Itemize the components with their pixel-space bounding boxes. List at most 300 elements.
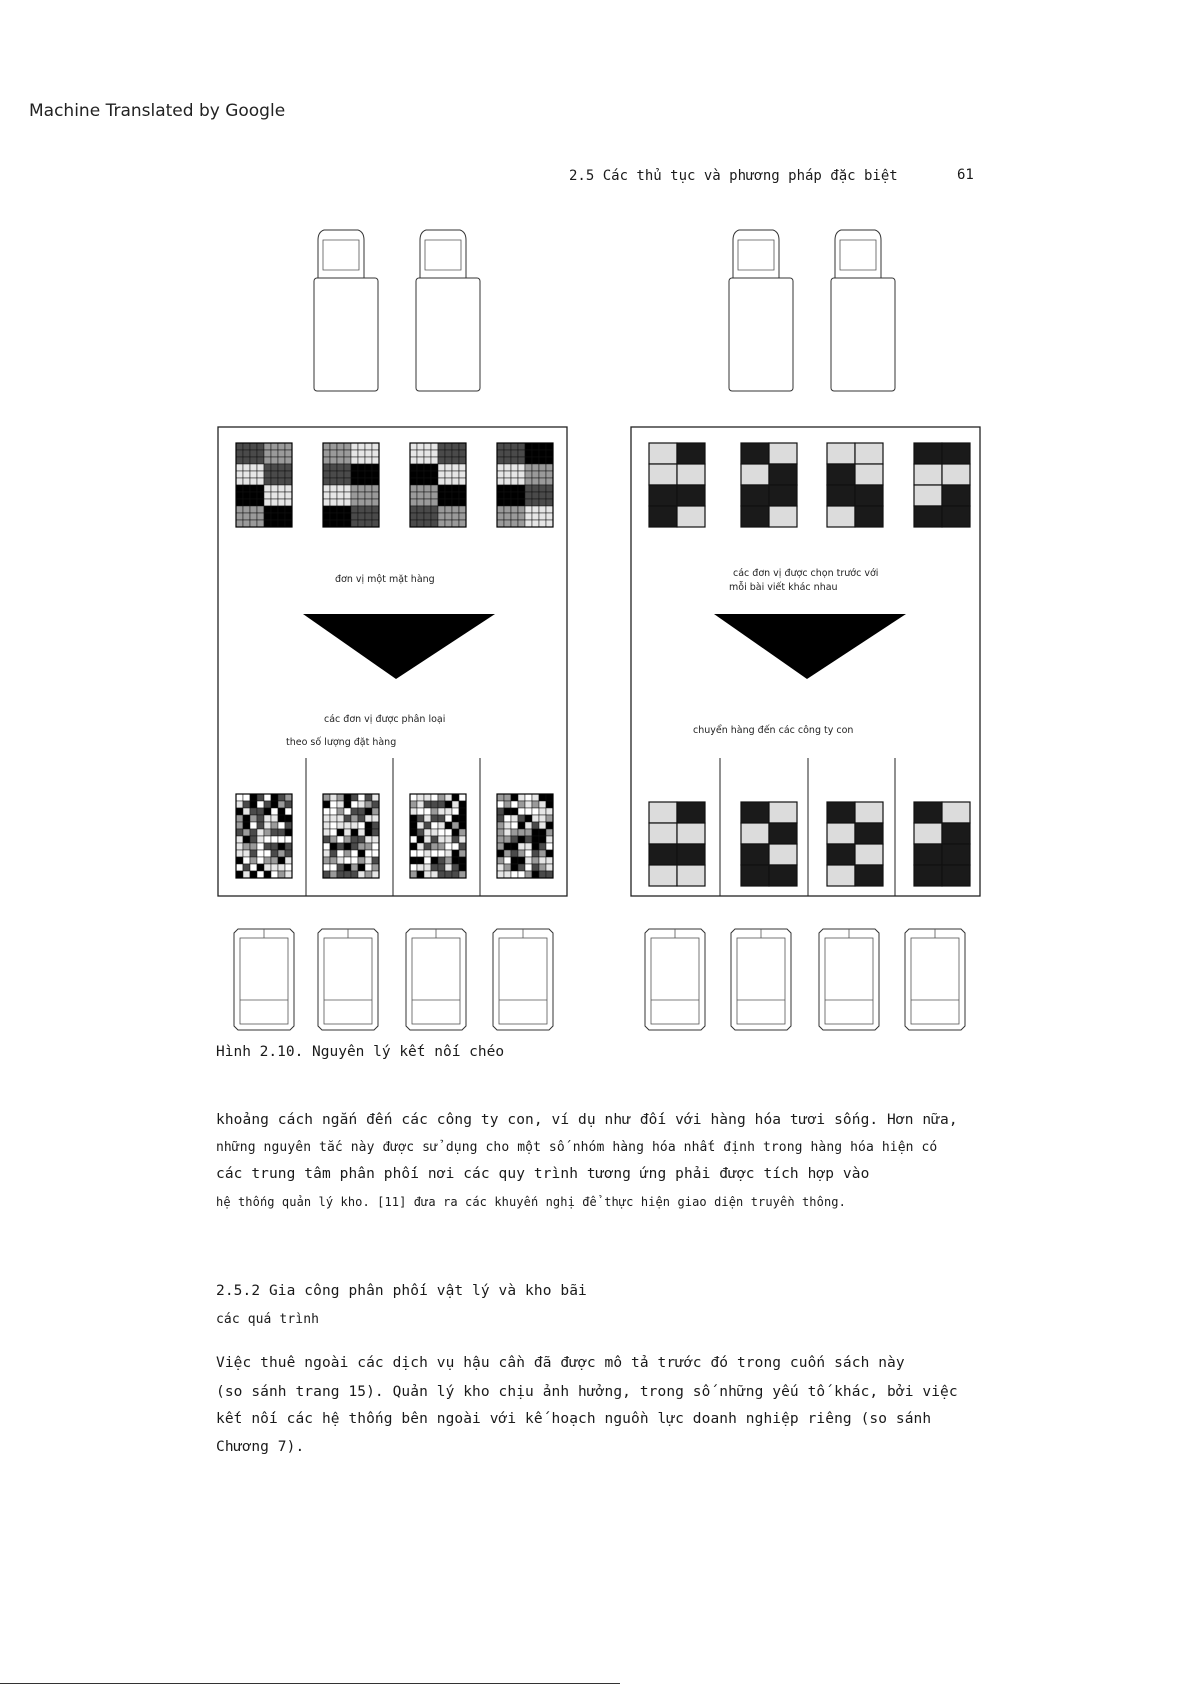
pallet-cell <box>250 801 257 808</box>
pallet-cell <box>649 865 677 886</box>
pallet-cell <box>532 478 539 485</box>
pallet-cell <box>445 499 452 506</box>
pallet-cell <box>942 506 970 527</box>
pallet-cell <box>445 443 452 450</box>
pallet-cell <box>518 485 525 492</box>
incoming-truck <box>416 230 480 391</box>
left-funnel <box>303 614 495 679</box>
pallet-grid <box>497 443 553 527</box>
pallet-cell <box>365 520 372 527</box>
pallet-cell <box>511 513 518 520</box>
pallet-cell <box>546 471 553 478</box>
pallet-cell <box>438 836 445 843</box>
pallet-cell <box>942 823 970 844</box>
pallet-cell <box>539 520 546 527</box>
pallet-cell <box>532 513 539 520</box>
pallet-cell <box>365 808 372 815</box>
pallet-cell <box>330 857 337 864</box>
pallet-cell <box>518 871 525 878</box>
pallet-cell <box>532 843 539 850</box>
pallet-cell <box>250 864 257 871</box>
pallet-cell <box>855 844 883 865</box>
pallet-cell <box>278 520 285 527</box>
pallet-cell <box>431 801 438 808</box>
pallet-cell <box>942 443 970 464</box>
pallet-cell <box>257 864 264 871</box>
pallet-cell <box>532 857 539 864</box>
pallet-cell <box>914 802 942 823</box>
pallet-cell <box>285 464 292 471</box>
pallet-cell <box>445 808 452 815</box>
pallet-cell <box>323 485 330 492</box>
pallet-cell <box>365 513 372 520</box>
pallet-cell <box>431 857 438 864</box>
pallet-cell <box>250 443 257 450</box>
pallet-cell <box>271 794 278 801</box>
pallet-cell <box>438 815 445 822</box>
pallet-cell <box>264 471 271 478</box>
pallet-cell <box>741 802 769 823</box>
pallet-cell <box>250 499 257 506</box>
pallet-cell <box>532 520 539 527</box>
pallet-cell <box>417 843 424 850</box>
pallet-cell <box>497 499 504 506</box>
pallet-cell <box>264 864 271 871</box>
pallet-cell <box>351 443 358 450</box>
pallet-cell <box>539 485 546 492</box>
pallet-cell <box>372 822 379 829</box>
pallet-cell <box>424 808 431 815</box>
pallet-cell <box>525 836 532 843</box>
pallet-cell <box>271 808 278 815</box>
pallet-cell <box>532 506 539 513</box>
pallet-cell <box>358 794 365 801</box>
pallet-cell <box>504 829 511 836</box>
truck-body <box>493 929 553 1030</box>
pallet-cell <box>264 822 271 829</box>
pallet-cell <box>337 520 344 527</box>
pallet-cell <box>942 464 970 485</box>
pallet-cell <box>323 836 330 843</box>
pallet-cell <box>914 485 942 506</box>
pallet-cell <box>372 829 379 836</box>
pallet-cell <box>914 823 942 844</box>
pallet-cell <box>337 836 344 843</box>
pallet-cell <box>257 450 264 457</box>
pallet-cell <box>271 457 278 464</box>
pallet-cell <box>431 499 438 506</box>
pallet-cell <box>236 808 243 815</box>
pallet-cell <box>431 513 438 520</box>
pallet-cell <box>518 808 525 815</box>
left-label-bottom-2: theo số lượng đặt hàng <box>286 737 397 748</box>
pallet-cell <box>358 485 365 492</box>
pallet-cell <box>532 457 539 464</box>
pallet-cell <box>525 513 532 520</box>
pallet-cell <box>372 492 379 499</box>
truck-body <box>406 929 466 1030</box>
pallet-cell <box>518 457 525 464</box>
pallet-cell <box>525 492 532 499</box>
pallet-cell <box>431 506 438 513</box>
pallet-cell <box>236 471 243 478</box>
pallet-cell <box>511 485 518 492</box>
pallet-cell <box>243 801 250 808</box>
pallet-cell <box>365 457 372 464</box>
pallet-cell <box>250 836 257 843</box>
pallet-grid <box>236 794 292 878</box>
pallet-cell <box>337 864 344 871</box>
pallet-cell <box>257 829 264 836</box>
pallet-cell <box>330 850 337 857</box>
pallet-cell <box>243 857 250 864</box>
pallet-cell <box>323 464 330 471</box>
pallet-cell <box>452 850 459 857</box>
pallet-cell <box>372 857 379 864</box>
pallet-cell <box>438 471 445 478</box>
pallet-cell <box>438 808 445 815</box>
pallet-cell <box>365 492 372 499</box>
pallet-cell <box>264 794 271 801</box>
pallet-cell <box>497 520 504 527</box>
pallet-cell <box>452 485 459 492</box>
pallet-cell <box>424 801 431 808</box>
pallet-cell <box>459 857 466 864</box>
pallet-cell <box>278 864 285 871</box>
pallet-cell <box>504 506 511 513</box>
pallet-cell <box>518 829 525 836</box>
pallet-cell <box>546 520 553 527</box>
page-number: 61 <box>957 167 974 183</box>
pallet-cell <box>264 857 271 864</box>
pallet-cell <box>410 829 417 836</box>
pallet-cell <box>546 815 553 822</box>
pallet-cell <box>438 464 445 471</box>
pallet-cell <box>452 471 459 478</box>
pallet-grid <box>741 443 797 527</box>
pallet-cell <box>323 808 330 815</box>
pallet-cell <box>278 815 285 822</box>
pallet-cell <box>438 457 445 464</box>
pallet-cell <box>344 443 351 450</box>
pallet-cell <box>417 513 424 520</box>
pallet-cell <box>511 822 518 829</box>
pallet-cell <box>532 850 539 857</box>
pallet-cell <box>677 802 705 823</box>
pallet-cell <box>452 836 459 843</box>
pallet-cell <box>323 520 330 527</box>
pallet-cell <box>372 443 379 450</box>
pallet-grid <box>914 802 970 886</box>
pallet-cell <box>323 864 330 871</box>
pallet-cell <box>445 506 452 513</box>
pallet-cell <box>351 850 358 857</box>
pallet-cell <box>518 506 525 513</box>
pallet-cell <box>438 513 445 520</box>
pallet-cell <box>438 801 445 808</box>
pallet-cell <box>278 499 285 506</box>
pallet-cell <box>250 822 257 829</box>
pallet-cell <box>330 499 337 506</box>
pallet-cell <box>504 464 511 471</box>
pallet-grid <box>827 443 883 527</box>
pallet-cell <box>358 520 365 527</box>
pallet-cell <box>525 829 532 836</box>
pallet-cell <box>518 843 525 850</box>
pallet-cell <box>330 815 337 822</box>
pallet-cell <box>546 822 553 829</box>
pallet-cell <box>452 457 459 464</box>
pallet-cell <box>285 794 292 801</box>
pallet-cell <box>417 499 424 506</box>
pallet-cell <box>344 864 351 871</box>
pallet-cell <box>410 506 417 513</box>
section-heading-continued: các quá trình <box>216 1312 320 1327</box>
pallet-cell <box>539 794 546 801</box>
pallet-cell <box>438 850 445 857</box>
pallet-cell <box>410 492 417 499</box>
pallet-cell <box>337 815 344 822</box>
pallet-cell <box>278 485 285 492</box>
truck-trailer <box>314 278 378 391</box>
pallet-cell <box>250 857 257 864</box>
pallet-cell <box>410 520 417 527</box>
pallet-cell <box>243 492 250 499</box>
pallet-cell <box>417 471 424 478</box>
pallet-cell <box>532 443 539 450</box>
pallet-cell <box>330 822 337 829</box>
pallet-cell <box>539 443 546 450</box>
pallet-cell <box>351 836 358 843</box>
pallet-cell <box>330 443 337 450</box>
pallet-cell <box>257 857 264 864</box>
pallet-cell <box>546 492 553 499</box>
pallet-cell <box>452 520 459 527</box>
pallet-cell <box>504 450 511 457</box>
pallet-cell <box>278 836 285 843</box>
pallet-cell <box>504 801 511 808</box>
pallet-cell <box>438 822 445 829</box>
pallet-cell <box>236 829 243 836</box>
pallet-cell <box>257 850 264 857</box>
pallet-cell <box>511 492 518 499</box>
pallet-cell <box>417 857 424 864</box>
pallet-cell <box>546 499 553 506</box>
pallet-cell <box>285 513 292 520</box>
pallet-cell <box>278 506 285 513</box>
pallet-cell <box>525 485 532 492</box>
pallet-cell <box>914 443 942 464</box>
pallet-cell <box>271 864 278 871</box>
pallet-cell <box>431 815 438 822</box>
pallet-cell <box>942 865 970 886</box>
pallet-cell <box>424 871 431 878</box>
pallet-cell <box>236 857 243 864</box>
pallet-cell <box>649 485 677 506</box>
pallet-cell <box>497 450 504 457</box>
pallet-cell <box>424 520 431 527</box>
pallet-cell <box>539 850 546 857</box>
pallet-cell <box>365 801 372 808</box>
pallet-cell <box>417 506 424 513</box>
pallet-cell <box>546 457 553 464</box>
pallet-cell <box>250 794 257 801</box>
pallet-cell <box>511 857 518 864</box>
pallet-cell <box>452 857 459 864</box>
pallet-cell <box>351 485 358 492</box>
pallet-cell <box>504 808 511 815</box>
pallet-cell <box>243 864 250 871</box>
pallet-cell <box>445 471 452 478</box>
pallet-cell <box>285 457 292 464</box>
pallet-cell <box>539 801 546 808</box>
pallet-cell <box>431 843 438 850</box>
pallet-cell <box>372 843 379 850</box>
pallet-cell <box>285 443 292 450</box>
pallet-cell <box>438 506 445 513</box>
pallet-cell <box>459 850 466 857</box>
pallet-cell <box>243 822 250 829</box>
pallet-cell <box>424 506 431 513</box>
pallet-cell <box>445 871 452 878</box>
pallet-cell <box>452 478 459 485</box>
pallet-cell <box>741 485 769 506</box>
pallet-cell <box>532 864 539 871</box>
pallet-cell <box>372 478 379 485</box>
pallet-cell <box>424 457 431 464</box>
pallet-cell <box>271 492 278 499</box>
pallet-cell <box>497 829 504 836</box>
pallet-cell <box>358 850 365 857</box>
pallet-cell <box>504 857 511 864</box>
pallet-cell <box>372 808 379 815</box>
pallet-cell <box>417 464 424 471</box>
truck-cab <box>835 230 881 278</box>
pallet-cell <box>271 450 278 457</box>
pallet-cell <box>410 843 417 850</box>
pallet-grid <box>649 443 705 527</box>
pallet-cell <box>323 450 330 457</box>
pallet-cell <box>438 871 445 878</box>
pallet-cell <box>431 822 438 829</box>
pallet-cell <box>250 478 257 485</box>
pallet-cell <box>518 822 525 829</box>
pallet-cell <box>236 815 243 822</box>
pallet-cell <box>497 478 504 485</box>
pallet-cell <box>452 822 459 829</box>
pallet-cell <box>518 815 525 822</box>
pallet-cell <box>278 464 285 471</box>
pallet-cell <box>424 478 431 485</box>
pallet-cell <box>250 513 257 520</box>
pallet-cell <box>278 794 285 801</box>
pallet-cell <box>285 471 292 478</box>
pallet-cell <box>410 513 417 520</box>
pallet-cell <box>285 822 292 829</box>
pallet-cell <box>358 822 365 829</box>
pallet-cell <box>452 808 459 815</box>
pallet-cell <box>365 485 372 492</box>
pallet-cell <box>504 843 511 850</box>
pallet-cell <box>410 457 417 464</box>
pallet-cell <box>452 829 459 836</box>
truck-trailer <box>729 278 793 391</box>
running-title: 2.5 Các thủ tục và phương pháp đặc biệt <box>569 168 898 184</box>
pallet-cell <box>236 478 243 485</box>
pallet-cell <box>323 457 330 464</box>
pallet-cell <box>344 857 351 864</box>
section-heading: 2.5.2 Gia công phân phối vật lý và kho bãi <box>216 1283 587 1299</box>
outgoing-truck <box>905 929 965 1030</box>
pallet-cell <box>358 801 365 808</box>
pallet-cell <box>278 513 285 520</box>
pallet-cell <box>511 464 518 471</box>
pallet-cell <box>504 471 511 478</box>
pallet-cell <box>323 513 330 520</box>
pallet-cell <box>236 864 243 871</box>
pallet-cell <box>330 471 337 478</box>
pallet-cell <box>344 499 351 506</box>
pallet-cell <box>525 478 532 485</box>
pallet-cell <box>344 457 351 464</box>
pallet-cell <box>337 485 344 492</box>
pallet-cell <box>452 464 459 471</box>
pallet-cell <box>236 506 243 513</box>
pallet-cell <box>511 471 518 478</box>
pallet-cell <box>243 506 250 513</box>
pallet-cell <box>264 843 271 850</box>
body-line: hệ thống quản lý kho. [11] đưa ra các khuyến nghị để thực hiện giao diện truyền thông. <box>216 1195 846 1209</box>
pallet-cell <box>257 871 264 878</box>
pallet-cell <box>417 520 424 527</box>
pallet-cell <box>525 871 532 878</box>
pallet-cell <box>459 464 466 471</box>
pallet-cell <box>351 457 358 464</box>
pallet-cell <box>358 857 365 864</box>
truck-cab <box>420 230 466 278</box>
pallet-cell <box>257 443 264 450</box>
pallet-cell <box>511 499 518 506</box>
pallet-cell <box>459 492 466 499</box>
pallet-cell <box>518 471 525 478</box>
pallet-cell <box>257 815 264 822</box>
pallet-cell <box>243 457 250 464</box>
truck-body <box>234 929 294 1030</box>
pallet-cell <box>438 520 445 527</box>
pallet-cell <box>250 464 257 471</box>
pallet-cell <box>278 450 285 457</box>
pallet-cell <box>271 829 278 836</box>
incoming-truck <box>314 230 378 391</box>
pallet-cell <box>410 815 417 822</box>
pallet-cell <box>497 822 504 829</box>
pallet-cell <box>358 457 365 464</box>
pallet-grid <box>914 443 970 527</box>
pallet-cell <box>424 492 431 499</box>
pallet-cell <box>827 443 855 464</box>
pallet-cell <box>511 506 518 513</box>
pallet-cell <box>358 499 365 506</box>
pallet-cell <box>525 464 532 471</box>
pallet-cell <box>330 808 337 815</box>
pallet-cell <box>827 485 855 506</box>
pallet-cell <box>511 794 518 801</box>
pallet-cell <box>511 864 518 871</box>
pallet-cell <box>337 464 344 471</box>
pallet-cell <box>365 478 372 485</box>
pallet-cell <box>649 823 677 844</box>
pallet-cell <box>827 506 855 527</box>
